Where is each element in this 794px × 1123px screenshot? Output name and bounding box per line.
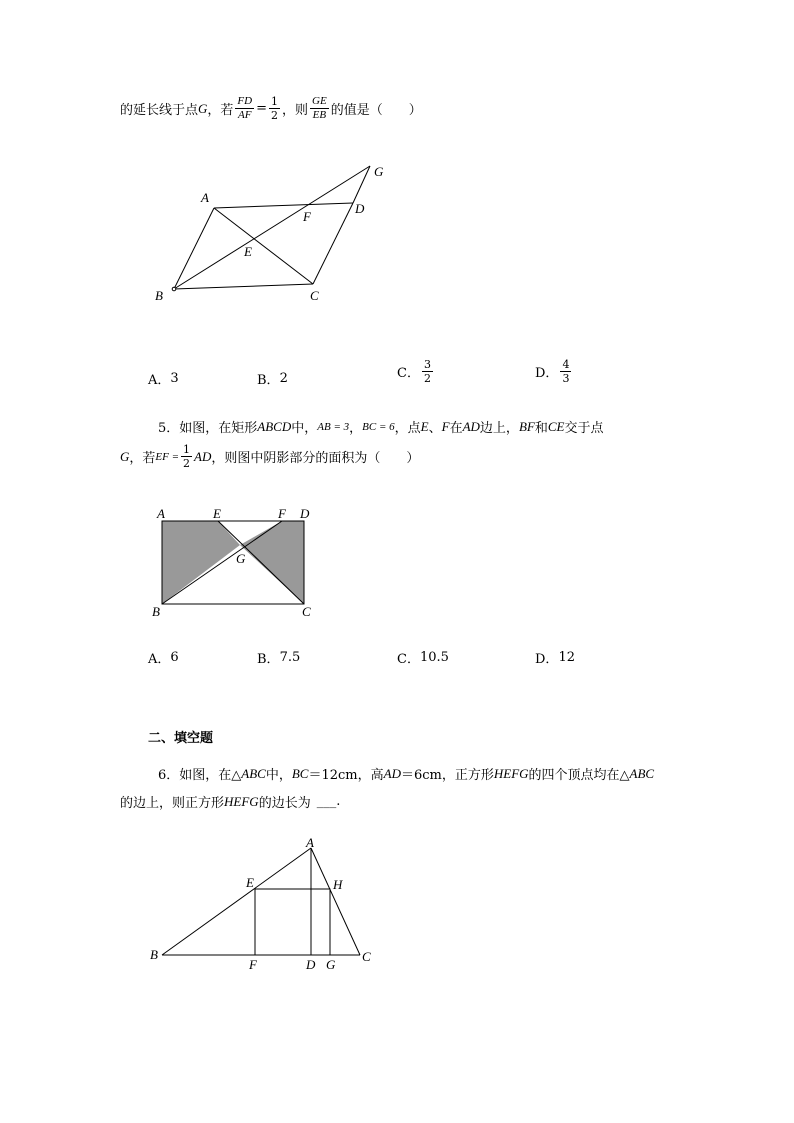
- option-letter: A．: [148, 652, 171, 667]
- option-letter: A．: [148, 373, 171, 388]
- q5-seg-ad: AD: [462, 418, 480, 434]
- q5-text: 交于点: [564, 421, 604, 436]
- segment-ba: [162, 848, 311, 955]
- label-b: B: [152, 604, 160, 619]
- q5-text: ，若: [129, 451, 156, 466]
- q4-text-end: 的值是（ ）: [330, 103, 422, 118]
- q6-seg-bc: BC: [291, 765, 309, 781]
- label-b: B: [150, 947, 158, 962]
- fraction-denominator: 2: [423, 372, 431, 385]
- q6-triangle-name: ABC: [241, 765, 266, 781]
- q4-text-pre: 的延长线于点: [120, 103, 199, 118]
- label-a: A: [306, 835, 314, 850]
- q6-text: ＝6cm，正方形: [400, 768, 494, 783]
- fraction-denominator: 3: [562, 372, 570, 385]
- label-c: C: [362, 949, 371, 964]
- label-c: C: [310, 288, 319, 303]
- label-d: D: [306, 957, 316, 972]
- q5-text: 中，: [291, 421, 318, 436]
- segment-ac: [311, 848, 360, 955]
- q6-seg-ad: AD: [383, 765, 401, 781]
- q6-text: ＝12cm，高: [308, 768, 384, 783]
- q5-point-e: E: [420, 418, 429, 434]
- option-value: 12: [558, 650, 575, 665]
- option-letter: B．: [257, 373, 280, 388]
- option-value: 2: [279, 371, 288, 386]
- q6-text: .: [336, 794, 341, 809]
- option-value: 7.5: [279, 650, 301, 665]
- q5-text: ，: [349, 421, 363, 436]
- label-g: G: [374, 164, 384, 179]
- q5-point-f: F: [441, 418, 450, 434]
- fraction-numerator: 4: [562, 358, 570, 371]
- fraction-numerator: FD: [237, 95, 253, 107]
- label-h: H: [333, 877, 343, 892]
- option-letter: C．: [397, 366, 420, 381]
- section-heading: 二、填空题: [148, 731, 214, 746]
- q4-point-g: G: [198, 100, 208, 116]
- label-d: D: [300, 506, 310, 521]
- label-b: B: [155, 288, 163, 303]
- fraction-denominator: 2: [183, 457, 191, 470]
- fraction-denominator: EB: [312, 109, 327, 121]
- q5-seg-ce: CE: [547, 418, 565, 434]
- q6-text: 的四个顶点均在△: [528, 768, 630, 783]
- q6-text: 6．如图，在△: [158, 768, 242, 783]
- q5-text: 和: [534, 421, 548, 436]
- q5-seg-bf: BF: [518, 418, 535, 434]
- label-f: F: [278, 506, 286, 521]
- q5-text: 、: [428, 421, 442, 436]
- option-value: 6: [170, 650, 179, 665]
- q6-triangle-name: ABC: [629, 765, 655, 781]
- q4-text-if: ，若: [207, 103, 234, 118]
- label-e: E: [244, 244, 252, 259]
- q5-bc-eq: BC = 6: [362, 420, 395, 433]
- q5-text: 在: [449, 421, 463, 436]
- option-value: 3: [170, 371, 179, 386]
- q5-seg-ad: AD: [194, 448, 212, 464]
- fraction-numerator: 1: [271, 95, 278, 108]
- option-letter: C．: [397, 652, 420, 667]
- fraction-denominator: AF: [238, 109, 252, 121]
- q5-text: 5．如图，在矩形: [158, 421, 258, 436]
- q6-square-name: HEFG: [224, 793, 259, 809]
- label-a: A: [157, 506, 165, 521]
- option-letter: B．: [257, 652, 280, 667]
- label-f: F: [303, 209, 311, 224]
- label-g: G: [326, 957, 336, 972]
- q5-text: ，则图中阴影部分的面积为（ ）: [211, 451, 420, 466]
- option-letter: D．: [535, 652, 559, 667]
- label-c: C: [302, 604, 311, 619]
- q5-text: ，点: [394, 421, 421, 436]
- q5-text: 边上，: [479, 421, 519, 436]
- q6-text: 的边长为: [258, 796, 311, 811]
- fraction-numerator: GE: [312, 95, 327, 107]
- q4-text-then: ，则: [282, 103, 309, 118]
- answer-blank[interactable]: ___: [316, 794, 337, 809]
- fraction-numerator: 1: [183, 443, 191, 456]
- q6-square-name: HEFG: [493, 765, 529, 781]
- fraction-numerator: 3: [423, 358, 431, 371]
- option-letter: D．: [535, 366, 559, 381]
- label-e: E: [213, 506, 221, 521]
- q5-point-g: G: [120, 448, 130, 464]
- equals-sign: =: [256, 101, 267, 116]
- square-hefg: [255, 889, 330, 955]
- label-f: F: [249, 957, 257, 972]
- label-a: A: [201, 190, 209, 205]
- option-value: 10.5: [419, 650, 449, 665]
- q6-text: 的边上，则正方形: [120, 796, 225, 811]
- q6-text: 中，: [265, 768, 292, 783]
- label-d: D: [355, 201, 365, 216]
- q5-ab-eq: AB = 3: [317, 420, 350, 433]
- q5-ef-eq: EF =: [155, 450, 180, 463]
- fraction-denominator: 2: [271, 109, 278, 122]
- label-e: E: [246, 875, 254, 890]
- q5-rect-name: ABCD: [257, 418, 292, 434]
- label-g: G: [236, 551, 246, 566]
